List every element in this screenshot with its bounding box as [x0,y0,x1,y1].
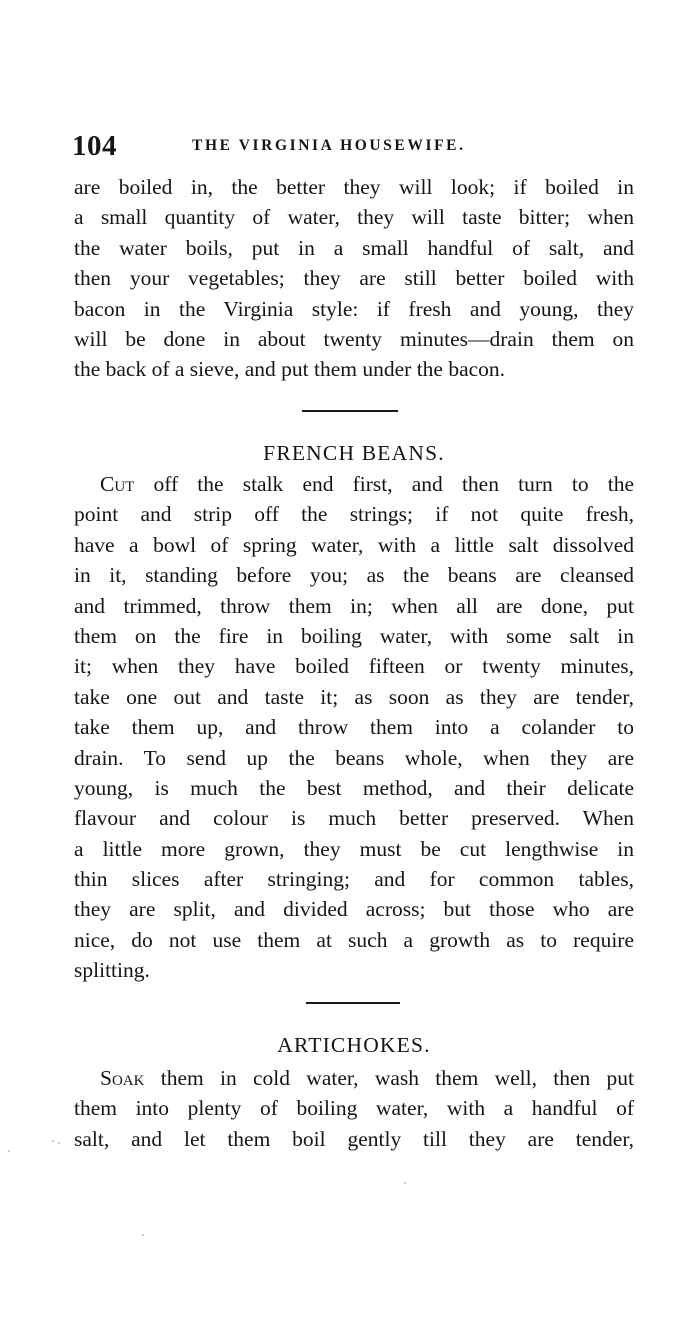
text-line: drain. To send up the beans whole, when they are [74,745,634,770]
text-line: the back of a sieve, and put them under the bacon. [74,357,506,382]
running-head [72,128,642,164]
section-divider [302,410,398,412]
text-line: take them up, and throw them into a colander to [74,715,634,740]
text-line: splitting. [74,958,150,983]
text-line: are boiled in, the better they will look; if boiled in [74,175,634,199]
page-number: 104 [72,130,117,162]
paper-speck [142,1234,144,1236]
text-line: point and strip off the strings; if not quite fresh, [74,502,634,527]
continuation-paragraph [74,172,634,385]
text-line: will be done in about twenty minutes—drain them on [74,326,634,351]
text-line: it; when they have boiled fifteen or twenty minutes, [74,654,634,679]
text-line: take one out and taste it; as soon as they are tender, [74,684,634,709]
text-line: salt, and let them boil gently till they are tender, [74,1126,634,1151]
text-line: a small quantity of water, they will taste bitter; when [74,205,634,230]
lead-word: Soak [100,1066,145,1090]
text-line: a little more grown, they must be cut lengthwise in [74,836,634,861]
section-divider [306,1002,400,1004]
paper-speck [404,1182,406,1184]
text-line: nice, do not use them at such a growth as to require [74,927,634,952]
paper-speck [58,1142,60,1144]
text-line: young, is much the best method, and their delicate [74,775,634,800]
book-title: THE VIRGINIA HOUSEWIFE. [192,137,466,154]
paper-speck [8,1150,10,1152]
text-line: them on the fire in boiling water, with some salt in [74,623,634,648]
text-line: have a bowl of spring water, with a little salt dissolved [74,532,634,557]
paper-speck [52,1140,54,1142]
section-heading-french-beans: FRENCH BEANS. [263,441,445,465]
text-line-rest: them in cold water, wash them well, then put [144,1066,634,1090]
text-line: the water boils, put in a small handful of salt, and [74,235,634,260]
text-line: flavour and colour is much better preserved. When [74,806,634,831]
text-line: bacon in the Virginia style: if fresh and young, they [74,296,634,321]
artichokes-paragraph [74,1063,634,1154]
text-line [74,469,634,499]
lead-word: Cut [100,472,135,496]
text-line: thin slices after stringing; and for common tables, [74,867,634,892]
section-heading-artichokes: ARTICHOKES. [277,1033,431,1057]
text-line-rest: off the stalk end first, and then turn to the [134,472,634,496]
text-line: in it, standing before you; as the beans are cleansed [74,563,634,588]
text-line: them into plenty of boiling water, with a handful of [74,1096,634,1121]
french-beans-paragraph [74,469,634,986]
text-line [74,1063,634,1093]
text-line: they are split, and divided across; but those who are [74,897,634,922]
text-line: and trimmed, throw them in; when all are done, put [74,593,634,618]
text-line: then your vegetables; they are still better boiled with [74,266,634,291]
